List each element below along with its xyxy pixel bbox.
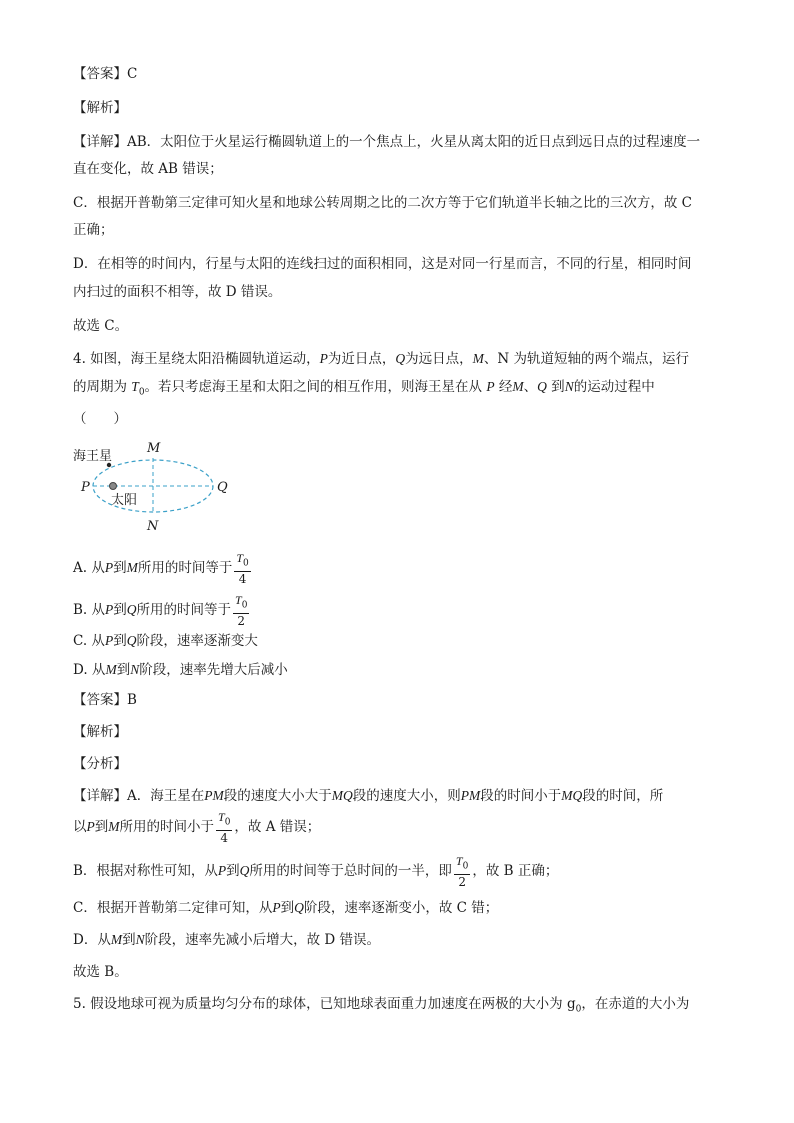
label-M: M: [147, 441, 161, 456]
detail2-line-c: B．根据对称性可知，从P到Q所用的时间等于总时间的一半，即 $\frac{T_0}{2}$ ，故 B 正确；: [73, 854, 559, 889]
conclusion-line-1: 故选 C。: [73, 318, 129, 334]
detail2-line-d: C．根据开普勒第二定律可知，从P到Q阶段，速率逐渐变小，故 C 错；: [73, 900, 499, 916]
label-P: P: [81, 480, 90, 495]
option-b: B. 从P到Q所用的时间等于 $\frac{T_0}{2}$: [73, 593, 248, 628]
planet-label: 海王星: [73, 449, 113, 464]
analysis-heading-1: 【解析】: [73, 100, 127, 116]
answer-value: C: [127, 66, 138, 82]
answer-label: 【答案】: [73, 66, 127, 82]
detail-line: C．根据开普勒第三定律可知火星和地球公转周期之比的二次方等于它们轨道半长轴之比的三次方，故 C: [73, 195, 692, 211]
sun-label: 太阳: [111, 493, 138, 508]
option-c: C. 从P到Q阶段，速率逐渐变大: [73, 633, 258, 649]
detail-line: 【详解】AB．太阳位于火星运行椭圆轨道上的一个焦点上，火星从离太阳的近日点到远日点的过程速度一: [73, 134, 701, 150]
question-5-line-1: 5. 假设地球可视为质量均匀分布的球体，已知地球表面重力加速度在两极的大小为 $g_0$，在赤道的大小为: [73, 996, 690, 1015]
detail2-line-e: D．从M到N阶段，速率先减小后增大，故 D 错误。: [73, 932, 380, 948]
orbit-diagram: [71, 436, 241, 536]
detail-line: D．在相等的时间内，行星与太阳的连线扫过的面积相同，这是对同一行星而言，不同的行星，相同时间: [73, 256, 692, 272]
fraction: $\frac{T_0}{4}$: [236, 551, 249, 586]
analysis-heading-2: 【解析】: [73, 724, 127, 740]
question-4-line-2: 的周期为 $T_0$。若只考虑海王星和太阳之间的相互作用，则海王星在从 P 经M、Q 到N的运动过程中: [73, 379, 655, 398]
conclusion-line-2: 故选 B。: [73, 964, 128, 980]
option-d: D. 从M到N阶段，速率先增大后减小: [73, 662, 288, 678]
fenxi-heading: 【分析】: [73, 756, 127, 772]
answer-line-1: [73, 64, 137, 84]
detail2-line-b: 以P到M所用的时间小于 $\frac{T_0}{4}$ ，故 A 错误；: [73, 810, 321, 845]
detail-line: 直在变化，故 AB 错误；: [73, 161, 223, 177]
detail2-line-a: 【详解】A．海王星在PM段的速度大小大于MQ段的速度大小，则PM段的时间小于MQ段的时间，所: [73, 788, 664, 804]
label-N: N: [147, 519, 159, 534]
answer-line-2: 【答案】B: [73, 692, 137, 708]
detail-line: 内扫过的面积不相等，故 D 错误。: [73, 284, 282, 300]
label-Q: Q: [217, 480, 228, 495]
fraction: $\frac{T_0}{2}$: [455, 854, 469, 889]
detail-line: 正确；: [73, 222, 114, 238]
sun-marker: [110, 483, 117, 490]
fraction: $\frac{T_0}{2}$: [235, 593, 248, 628]
fraction: $\frac{T_0}{4}$: [218, 810, 231, 845]
option-a: A. 从P到M所用的时间等于 $\frac{T_0}{4}$: [73, 551, 249, 586]
question-4-line-1: 4. 如图，海王星绕太阳沿椭圆轨道运动，P为近日点，Q为远日点，M、N 为轨道短轴的两个端点，运行: [73, 351, 690, 367]
question-4-paren: （ ）: [73, 411, 127, 427]
